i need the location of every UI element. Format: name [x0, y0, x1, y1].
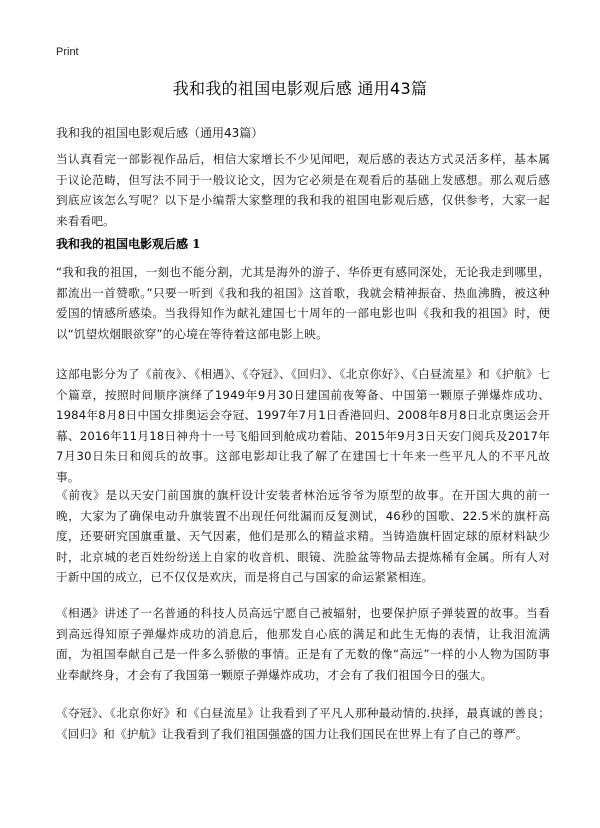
print-label[interactable]: Print [56, 46, 79, 58]
document-subtitle: 我和我的祖国电影观后感（通用43篇） [56, 126, 264, 140]
intro-paragraph: 当认真看完一部影视作品后，相信大家增长不少见闻吧，观后感的表达方式灵活多样，基本属于议论范畴，但写法不同于一般议论文，因为它必须是在观看后的基础上发感想。那么观后感到底应该怎么写呢？以下是小编帮大家整理的我和我的祖国电影观后感，仅供参考，大家一起来看看吧。 [56, 152, 550, 228]
body-paragraph: 这部电影分为了《前夜》、《相遇》、《夺冠》、《回归》、《北京你好》、《白昼流星》和《护航》七个篇章，按照时间顺序演绎了1949年9月30日建国前夜筹备、中国第一颗原子弹爆炸成功、1984年8月8日中国女排奥运会夺冠、1997年7月1日香港回归、2008年8月8日北京奥运会开幕、2016年11月18日神舟十一号飞船回到舱成功着陆、2015年9月3日天安门阅兵及2017年7月30日朱日和阅兵的故事。这部电影却让我了解了在建国七十年来一些平凡人的不平凡故事。 [56, 367, 550, 484]
body-paragraph: 《相遇》讲述了一名普通的科技人员高远宁愿自己被辐射，也要保护原子弹装置的故事。当看到高远得知原子弹爆炸成功的消息后，他那发自心底的满足和此生无悔的表情，让我泪流满面，为祖国奉献自己是一件多么骄傲的事情。正是有了无数的像“高远”一样的小人物为国防事业奉献终身，才会有了我国第一颗原子弹爆炸成功，才会有了我们祖国今日的强大。 [56, 606, 550, 682]
body-paragraph: 《前夜》是以天安门前国旗的旗杆设计安装者林治远爷爷为原型的故事。在开国大典的前一晚，大家为了确保电动升旗装置不出现任何纰漏而反复测试，46秒的国歌、22.5米的旗杆高度，还要研究国旗重量、天气因素，他们是那么的精益求精。当铸造旗杆固定球的原材料缺少时，北京城的老百姓纷纷送上自家的收音机、眼镜、洗脸盆等物品去提炼稀有金属。所有人对于新中国的成立，已不仅仅是欢庆，而是将自己与国家的命运紧紧相连。 [56, 488, 550, 585]
page-title: 我和我的祖国电影观后感 通用43篇 [172, 79, 428, 98]
section-heading: 我和我的祖国电影观后感 1 [56, 237, 201, 251]
body-paragraph: 《夺冠》、《北京你好》和《白昼流星》让我看到了平凡人那种最动情的.抉择，最真诚的善良；《回归》和《护航》让我看到了我们祖国强盛的国力让我们国民在世界上有了自己的尊严。 [56, 706, 550, 741]
body-paragraph: “我和我的祖国，一刻也不能分割，尤其是海外的游子、华侨更有感同深处，无论我走到哪里，都流出一首赞歌。”只要一听到《我和我的祖国》这首歌，我就会精神振奋、热血沸腾，被这种爱国的情感所感染。当我得知作为献礼建国七十周年的一部电影也叫《我和我的祖国》时，便以“饥望炊烟眼欲穿”的心境在等待着这部电影上映。 [56, 265, 550, 341]
